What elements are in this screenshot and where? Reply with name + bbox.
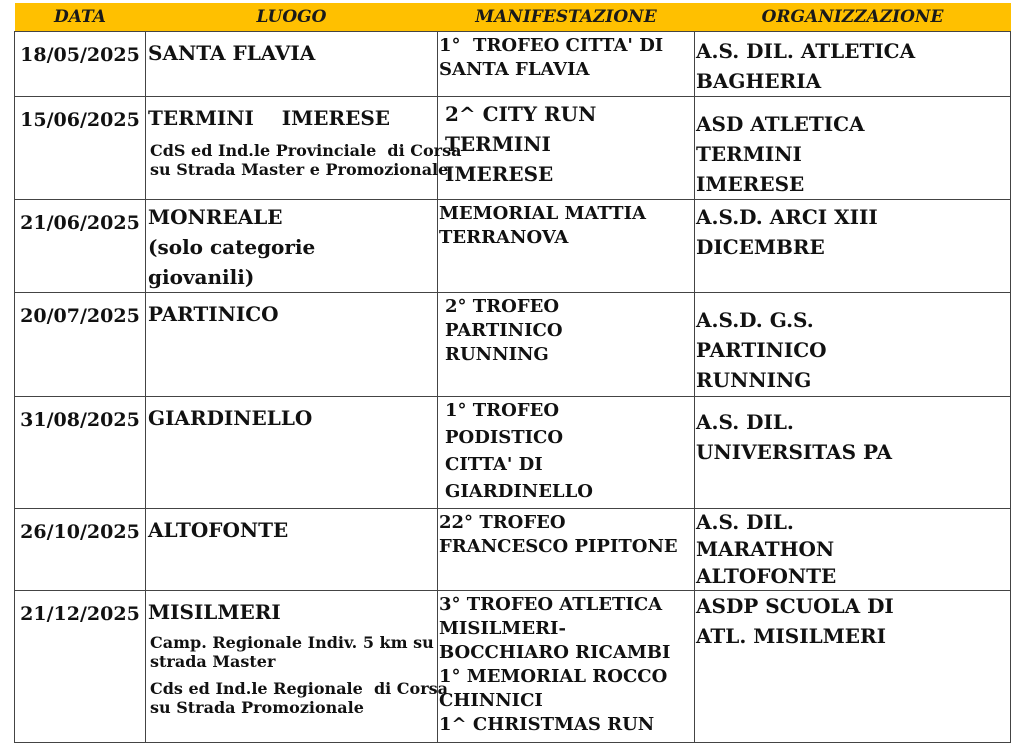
event-line: 1^ CHRISTMAS RUN [439, 714, 655, 735]
event-cell [438, 397, 695, 509]
event-line: TERMINI [445, 132, 551, 156]
org-line: IMERESE [696, 172, 805, 196]
table-row [15, 200, 1011, 293]
org-line: A.S.D. ARCI XIII [696, 205, 878, 229]
org-cell [695, 397, 1011, 509]
note-line: su Strada Master e Promozionale [150, 160, 449, 179]
place-cell [146, 509, 438, 591]
date-cell: 21/06/2025 [15, 200, 146, 293]
place-text: (solo categorie [148, 235, 316, 259]
org-line: ASDP SCUOLA DI [696, 594, 894, 618]
org-line: A.S. DIL. [696, 510, 794, 534]
event-line: 22° TROFEO [439, 512, 566, 533]
event-line: SANTA FLAVIA [439, 59, 590, 80]
place-text: SANTA FLAVIA [148, 41, 316, 65]
org-cell [695, 32, 1011, 97]
event-cell [438, 293, 695, 397]
table-row [15, 591, 1011, 743]
place-cell [146, 200, 438, 293]
event-line: CHINNICI [439, 690, 543, 711]
events-table [14, 3, 1011, 743]
org-line: A.S.D. G.S. [696, 308, 814, 332]
note-line: Cds ed Ind.le Regionale di Corsa [150, 679, 448, 698]
event-line: 1° MEMORIAL ROCCO [439, 666, 668, 687]
place-cell [146, 591, 448, 743]
place-text: giovanili) [148, 265, 255, 289]
date-cell: 21/12/2025 [15, 591, 146, 743]
org-line: UNIVERSITAS PA [696, 440, 893, 464]
event-line: PODISTICO [445, 427, 564, 448]
date-cell: 26/10/2025 [15, 509, 146, 591]
event-line: MEMORIAL MATTIA [439, 203, 646, 224]
org-cell [695, 200, 1011, 293]
org-line: ATL. MISILMERI [696, 624, 887, 648]
org-line: ALTOFONTE [696, 564, 837, 588]
place-text: PARTINICO [148, 302, 279, 326]
event-line: FRANCESCO PIPITONE [439, 536, 678, 557]
header-row [15, 3, 1011, 32]
table-row [15, 32, 1011, 97]
org-line: A.S. DIL. [696, 410, 794, 434]
org-line: DICEMBRE [696, 235, 825, 259]
event-line: 3° TROFEO ATLETICA [439, 594, 663, 615]
table-row [15, 97, 1011, 200]
date-cell: 20/07/2025 [15, 293, 146, 397]
place-cell [146, 293, 438, 397]
table-row [15, 509, 1011, 591]
org-cell [695, 97, 1011, 200]
event-line: MISILMERI- [439, 618, 566, 639]
place-text: ALTOFONTE [148, 518, 289, 542]
table-row [15, 293, 1011, 397]
place-cell [146, 32, 438, 97]
header-manifestazione: MANIFESTAZIONE [438, 3, 695, 32]
event-line: PARTINICO [445, 320, 563, 341]
event-line: RUNNING [445, 344, 549, 365]
org-line: RUNNING [696, 368, 812, 392]
event-line: CITTA' DI [445, 454, 543, 475]
place-text: MISILMERI [148, 600, 281, 624]
event-line: 2° TROFEO [445, 296, 560, 317]
event-cell [438, 509, 695, 591]
event-line: TERRANOVA [439, 227, 569, 248]
note-line: Camp. Regionale Indiv. 5 km su [150, 633, 434, 652]
org-line: TERMINI [696, 142, 802, 166]
header-organizzazione: ORGANIZZAZIONE [695, 3, 1011, 32]
place-text: GIARDINELLO [148, 406, 313, 430]
org-line: A.S. DIL. ATLETICA [696, 39, 916, 63]
org-line: BAGHERIA [696, 69, 822, 93]
org-cell [695, 591, 1011, 743]
place-text: TERMINI IMERESE [148, 106, 391, 130]
place-cell [146, 97, 462, 200]
note-line: su Strada Promozionale [150, 698, 364, 717]
date-cell: 18/05/2025 [15, 32, 146, 97]
event-cell [438, 591, 695, 743]
header-data: DATA [15, 3, 146, 32]
event-line: GIARDINELLO [445, 481, 593, 502]
org-cell [695, 293, 1011, 397]
date-cell: 31/08/2025 [15, 397, 146, 509]
place-cell [146, 397, 438, 509]
org-line: PARTINICO [696, 338, 827, 362]
place-text: MONREALE [148, 205, 283, 229]
date-cell: 15/06/2025 [15, 97, 146, 200]
event-cell [438, 200, 695, 293]
event-line: 2^ CITY RUN [445, 102, 597, 126]
note-line: CdS ed Ind.le Provinciale di Corsa [150, 141, 462, 160]
org-cell [695, 509, 1011, 591]
table-row [15, 397, 1011, 509]
event-line: 1° TROFEO CITTA' DI [439, 35, 664, 56]
header-luogo: LUOGO [146, 3, 438, 32]
event-cell [438, 97, 695, 200]
event-cell [438, 32, 695, 97]
event-line: IMERESE [445, 162, 554, 186]
event-line: BOCCHIARO RICAMBI [439, 642, 671, 663]
note-line: strada Master [150, 652, 276, 671]
org-line: ASD ATLETICA [696, 112, 865, 136]
org-line: MARATHON [696, 537, 835, 561]
event-line: 1° TROFEO [445, 400, 560, 421]
